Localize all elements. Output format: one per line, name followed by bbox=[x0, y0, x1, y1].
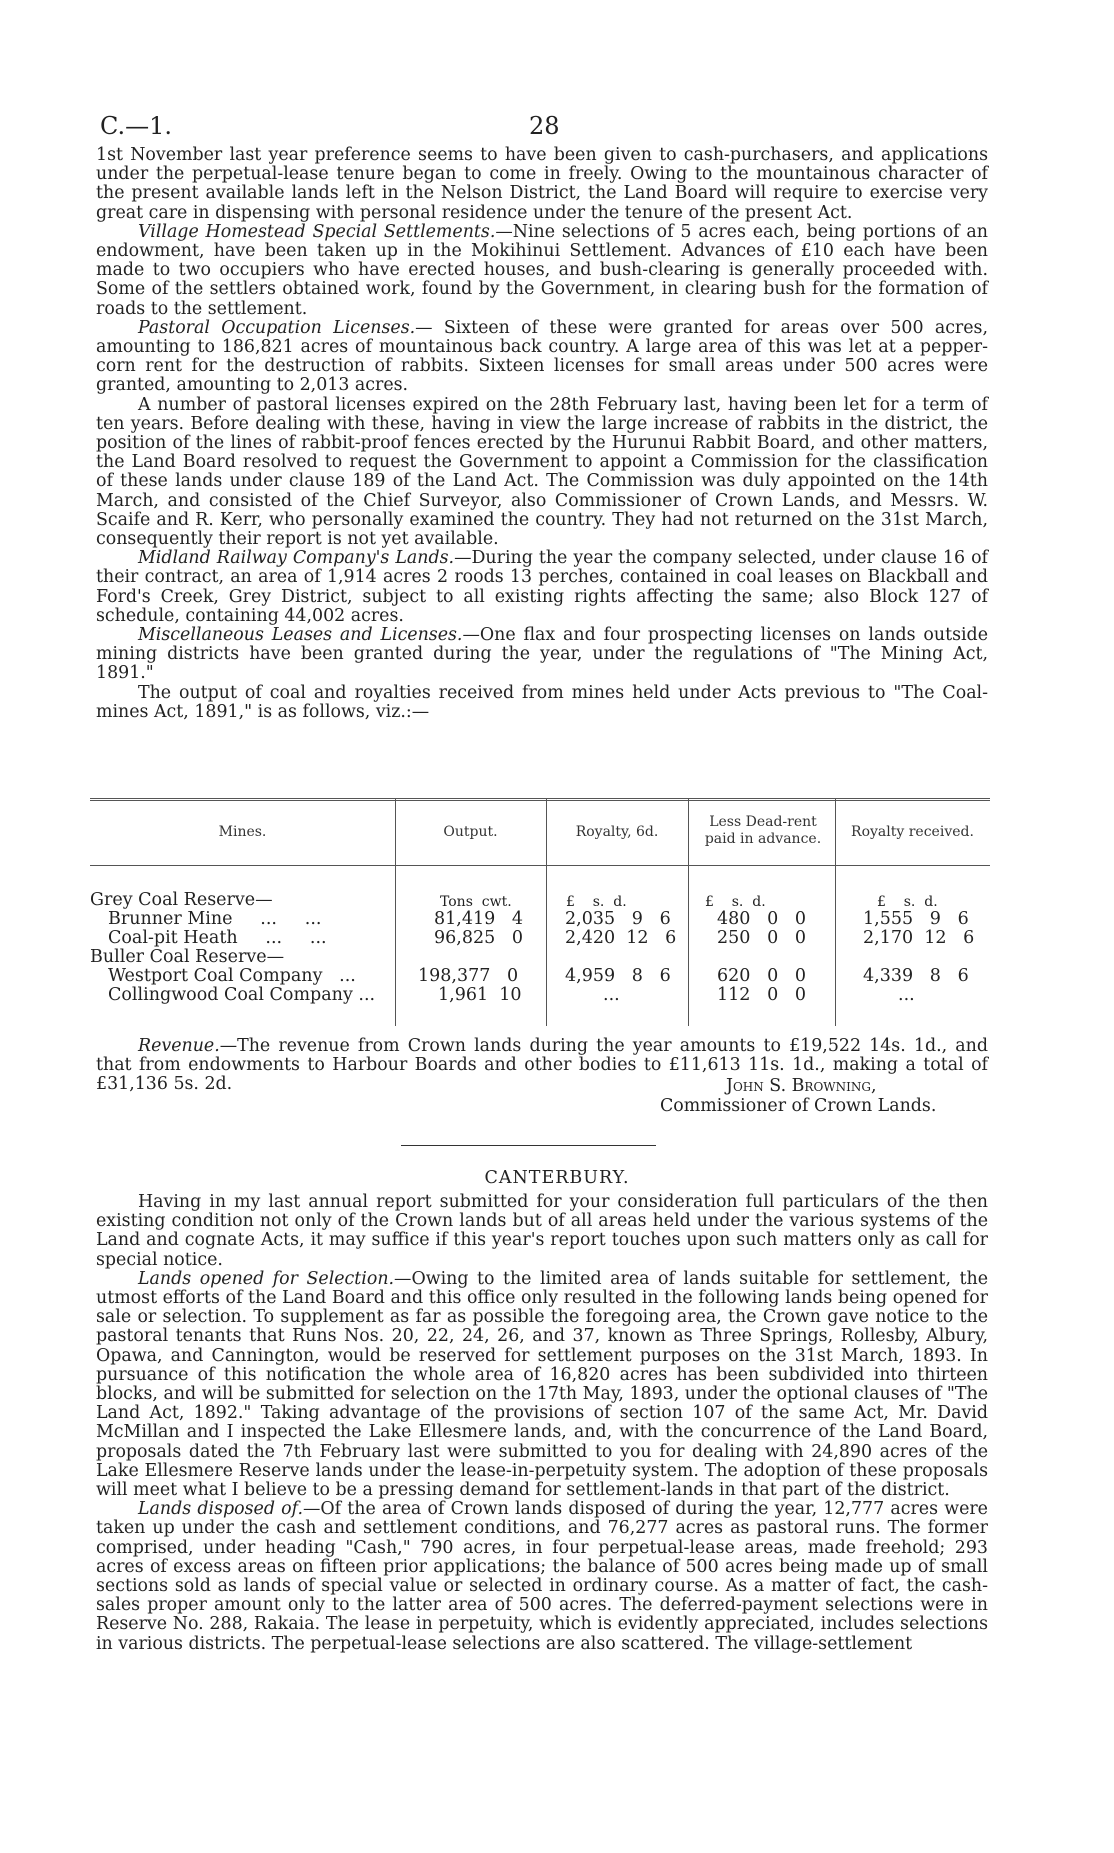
paragraph-heading: Miscellaneous Leases and Licenses. bbox=[138, 625, 463, 646]
table-cell-deadrent: 480 0 0 bbox=[717, 909, 807, 929]
paragraph bbox=[96, 1500, 988, 1654]
table-cell-received: 2,170 12 6 bbox=[863, 928, 975, 948]
paragraph-heading: Lands opened for Selection. bbox=[138, 1268, 395, 1289]
paragraph-heading: Lands disposed of. bbox=[138, 1499, 303, 1520]
signatory-title: Commissioner of Crown Lands. bbox=[660, 1096, 937, 1116]
table-cell-royalty: 2,420 12 6 bbox=[565, 928, 677, 948]
table-cell-output: 1,961 10 bbox=[438, 985, 522, 1005]
table-cell-output: 81,419 4 bbox=[434, 909, 524, 929]
paragraph-text: —Nine selections of 5 acres each, being portions of an endowment, have been taken up in the Mokihinui Settlement. Advances of £10 each have been made to two occupiers who have erected houses, and bush-clearing is generally proceeded with. Some of the settlers obtained work, found by the Government, in clearing bush for the formation of roads to the settlement. bbox=[96, 221, 988, 319]
nelson-section bbox=[96, 146, 988, 722]
col-header-output: Output. bbox=[443, 824, 498, 840]
paragraph-text: —Of the area of Crown lands disposed of during the year, 12,777 acres were taken up under the cash and settlement conditions, and 76,277 acres as pastoral runs. The former comprised, under heading "Cash," 790 acres, in four perpetual-lease areas, made freehold; 293 acres of excess areas on fifteen prior applications; the balance of 500 acres being made up of small sections sold as lands of special value or selected in ordinary course. As a matter of fact, the cash-sales proper amount only to the latter area of 500 acres. The deferred-payment selections were in Reserve No. 288, Rakaia. The lease in perpetuity, which is evidently appreciated, includes selections in various districts. The perpetual-lease selections are also scattered. The village-settlement bbox=[96, 1499, 988, 1654]
paragraph bbox=[96, 223, 988, 319]
table-row-name: Brunner Mine ... ... bbox=[108, 909, 322, 929]
paragraph-heading: Midland Railway Company's Lands. bbox=[138, 548, 455, 569]
paragraph: A number of pastoral licenses expired on the 28th February last, having been let for a term of ten years. Before dealing with these, having in view the large increase of rabbits in the district, the position of the lines of rabbit-proof fences erected by the Hurunui Rabbit Board, and other matters, the Land Board resolved to request the Government to appoint a Commission for the classification of these lands under clause 189 of the Land Act. The Commission was duly appointed on the 14th March, and consisted of the Chief Surveyor, also Commissioner of Crown Lands, and Messrs. W. Scaife and R. Kerr, who personally examined the country. They had not returned on the 31st March, consequently their report is not yet available. bbox=[96, 394, 988, 550]
signatory-name: John S. Browning, bbox=[726, 1076, 877, 1096]
table-row-group: Grey Coal Reserve— bbox=[90, 890, 273, 910]
paragraph bbox=[96, 319, 988, 396]
col-header-received: Royalty received. bbox=[851, 824, 974, 840]
paragraph-text: —One flax and four prospecting licenses on lands outside mining districts have been granted during the year, under the regulations of "The Mining Act, 1891." bbox=[96, 625, 988, 684]
paragraph bbox=[96, 549, 988, 626]
table-cell-deadrent: 250 0 0 bbox=[717, 928, 807, 948]
section-divider bbox=[401, 1145, 656, 1146]
col-header-royalty: Royalty, 6d. bbox=[575, 824, 659, 840]
paragraph-heading: Revenue. bbox=[138, 1036, 220, 1056]
column-divider bbox=[688, 798, 689, 1026]
table-cell-royalty: 4,959 8 6 bbox=[565, 966, 671, 986]
table-cell-received: ... bbox=[898, 985, 915, 1005]
col-header-deadrent: Less Dead-rent paid in advance. bbox=[704, 814, 822, 847]
paragraph-text: — Sixteen of these were granted for areas over 500 acres, amounting to 186,821 acres of mountainous back country. A large area of this was let at a pepper-corn rent for the destruction of rabbits. Sixteen licenses for small areas under 500 acres were granted, amounting to 2,013 acres. bbox=[96, 317, 988, 396]
col-header-mines: Mines. bbox=[218, 824, 267, 840]
table-top-rule-double bbox=[90, 800, 990, 801]
table-cell-royalty: ... bbox=[603, 985, 620, 1005]
table-row-name: Westport Coal Company ... bbox=[108, 966, 356, 986]
table-row-name: Collingwood Coal Company ... bbox=[108, 985, 376, 1005]
table-cell-deadrent: 112 0 0 bbox=[717, 985, 807, 1005]
section-heading-canterbury: CANTERBURY. bbox=[484, 1168, 630, 1188]
table-cell-royalty: 2,035 9 6 bbox=[565, 909, 671, 929]
paragraph bbox=[96, 626, 988, 684]
table-header-rule bbox=[90, 865, 990, 866]
paragraph: 1st November last year preference seems to have been given to cash-purchasers, and applications under the perpetual-lease tenure began to come in freely. Owing to the mountainous character of the present available lands left in the Nelson District, the Land Board will require to exercise very great care in dispensing with personal residence under the tenure of the present Act. bbox=[96, 145, 988, 223]
table-cell-output: 96,825 0 bbox=[434, 928, 524, 948]
paragraph-heading: Pastoral Occupation Licenses. bbox=[138, 317, 416, 338]
table-row-name: Coal-pit Heath ... ... bbox=[108, 928, 327, 948]
canterbury-section bbox=[96, 1193, 988, 1654]
paragraph bbox=[96, 1270, 988, 1500]
table-cell-deadrent: 620 0 0 bbox=[717, 966, 807, 986]
page-number: 28 bbox=[529, 112, 560, 140]
paragraph-text: —Owing to the limited area of lands suitable for settlement, the utmost efforts of the Land Board and this office only resulted in the following lands being opened for sale or selection. To supplement as far as possible the foregoing area, the Crown gave notice to the pastoral tenants that Runs Nos. 20, 22, 24, 26, and 37, known as Three Springs, Rollesby, Albury, Opawa, and Cannington, would be reserved for settlement purposes on the 31st March, 1893. In pursuance of this notification the whole area of 16,820 acres has been subdivided into thirteen blocks, and will be submitted for selection on the 17th May, 1893, under the optional clauses of "The Land Act, 1892." Taking advantage of the provisions of section 107 of the same Act, Mr. David McMillan and I inspected the Lake Ellesmere lands, and, with the concurrence of the Land Board, proposals dated the 7th February last were submitted to you for dealing with 24,890 acres of the Lake Ellesmere Reserve lands under the lease-in-perpetuity system. The adoption of these proposals will meet what I believe to be a pressing demand for settlement-lands in that part of the district. bbox=[96, 1268, 988, 1501]
table-cell-output: 198,377 0 bbox=[418, 966, 519, 986]
units-output: Tons cwt. bbox=[440, 894, 512, 910]
paragraph-text: —During the year the company selected, under clause 16 of their contract, an area of 1,914 acres 2 roods 13 perches, contained in coal leases on Blackball and Ford's Creek, Grey District, subject to all existing rights affecting the same; also Block 127 of schedule, containing 44,002 acres. bbox=[96, 548, 988, 626]
paragraph: Having in my last annual report submitted for your consideration full particulars of the then existing condition not only of the Crown lands but of all areas held under the various systems of the Land and cognate Acts, it may suffice if this year's report touches upon such matters only as call for special notice. bbox=[96, 1192, 988, 1270]
table-row-group: Buller Coal Reserve— bbox=[90, 947, 285, 967]
table-cell-received: 4,339 8 6 bbox=[863, 966, 969, 986]
paragraph: The output of coal and royalties received from mines held under Acts previous to "The Coal-mines Act, 1891," is as follows, viz.:— bbox=[96, 682, 988, 722]
paragraph-heading: Village Homestead Special Settlements. bbox=[138, 221, 496, 242]
paragraph-text: —The revenue from Crown lands during the year amounts to £19,522 14s. 1d., and that from endowments to Harbour Boards and other bodies to £11,613 11s. 1d., making a total of £31,136 5s. 2d. bbox=[96, 1036, 988, 1095]
units-royalty: £ s. d. bbox=[566, 894, 627, 910]
table-cell-received: 1,555 9 6 bbox=[863, 909, 969, 929]
table-top-rule bbox=[90, 798, 990, 799]
units-received: £ s. d. bbox=[877, 894, 938, 910]
units-deadrent: £ s. d. bbox=[705, 894, 766, 910]
document-id: C.—1. bbox=[100, 112, 173, 140]
